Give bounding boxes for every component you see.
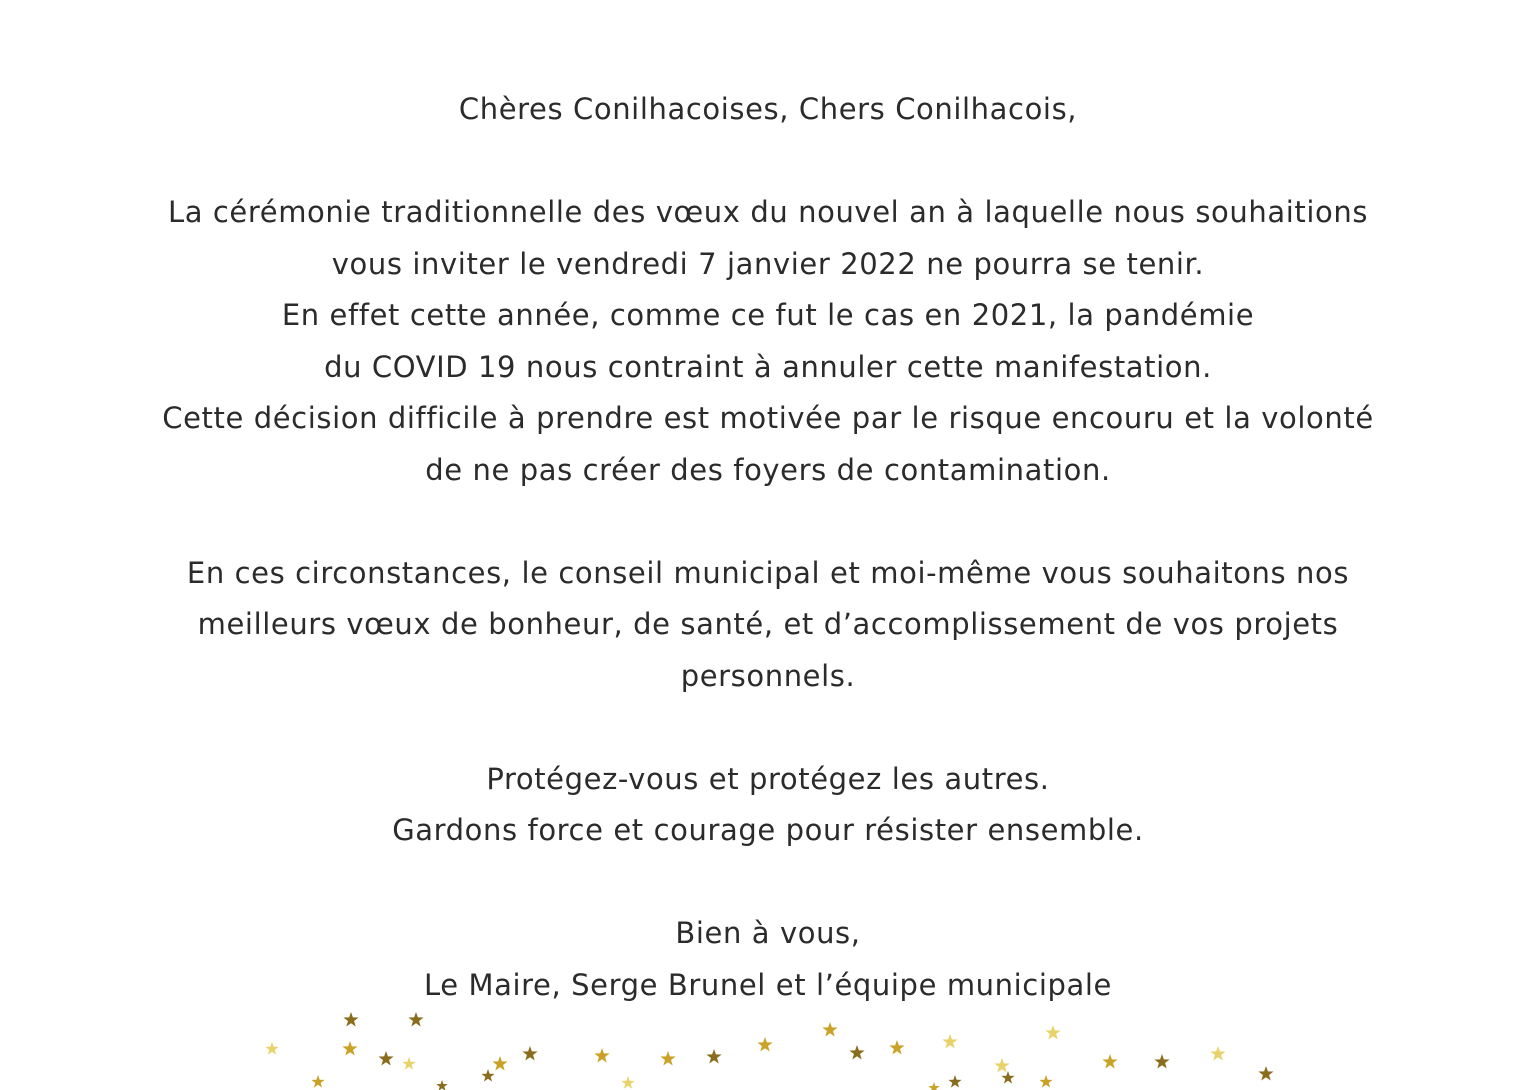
star-icon [994, 1058, 1009, 1072]
paragraph-spacer [0, 496, 1536, 548]
star-icon [436, 1080, 447, 1090]
star-icon [889, 1040, 904, 1054]
star-icon [342, 1041, 357, 1055]
star-icon [492, 1056, 507, 1070]
paragraph1-line: Cette décision difficile à prendre est motivée par le risque encouru et la volonté [162, 401, 1374, 435]
star-icon [822, 1022, 837, 1036]
paragraph3-line: Gardons force et courage pour résister ensemble. [392, 813, 1144, 847]
paragraph-spacer [0, 136, 1536, 188]
star-icon [594, 1048, 609, 1062]
star-icon [343, 1012, 358, 1026]
star-icon [849, 1045, 864, 1059]
star-icon [948, 1075, 961, 1088]
star-icon [1210, 1046, 1225, 1060]
star-icon [942, 1034, 957, 1048]
star-icon [1045, 1025, 1060, 1039]
paragraph2-line: En ces circonstances, le conseil municipal et moi-même vous souhaitons nos [186, 555, 1350, 590]
star-icon [757, 1037, 772, 1051]
closing-signature: Le Maire, Serge Brunel et l’équipe municipale [424, 967, 1112, 1002]
star-icon [265, 1042, 278, 1055]
star-icon [378, 1051, 393, 1065]
paragraph1-line: La cérémonie traditionnelle des vœux du nouvel an à laquelle nous souhaitions [167, 195, 1369, 229]
paragraph2-line: meilleurs vœux de bonheur, de santé, et d’accomplissement de vos projets [197, 607, 1339, 641]
closing-salutation: Bien à vous, [675, 916, 861, 950]
star-icon [660, 1051, 675, 1065]
star-icon [408, 1012, 423, 1026]
star-icon [1001, 1071, 1014, 1084]
paragraph-spacer [0, 702, 1536, 754]
letter-body [0, 84, 1536, 1011]
star-icon [1039, 1075, 1052, 1088]
star-icon [402, 1057, 415, 1070]
star-icon [1154, 1054, 1169, 1068]
star-icon [522, 1046, 537, 1060]
paragraph1-line: vous inviter le vendredi 7 janvier 2022 ne pourra se tenir. [331, 246, 1205, 281]
star-icon [1102, 1054, 1117, 1068]
paragraph2-line: personnels. [680, 658, 856, 693]
paragraph1-line: du COVID 19 nous contraint à annuler cette manifestation. [324, 349, 1212, 384]
star-icon [311, 1075, 324, 1088]
paragraph-spacer [0, 857, 1536, 909]
star-icon [621, 1076, 634, 1089]
star-icon [928, 1082, 939, 1090]
paragraph1-line: En effet cette année, comme ce fut le cas en 2021, la pandémie [281, 298, 1255, 332]
star-confetti-decoration [0, 1000, 1536, 1090]
paragraph3-line: Protégez-vous et protégez les autres. [486, 761, 1050, 796]
paragraph1-line: de ne pas créer des foyers de contamination. [425, 452, 1111, 487]
star-icon [706, 1049, 721, 1063]
star-icon [481, 1069, 494, 1082]
star-icon [1258, 1066, 1273, 1080]
greeting: Chères Conilhacoises, Chers Conilhacois, [458, 92, 1078, 126]
